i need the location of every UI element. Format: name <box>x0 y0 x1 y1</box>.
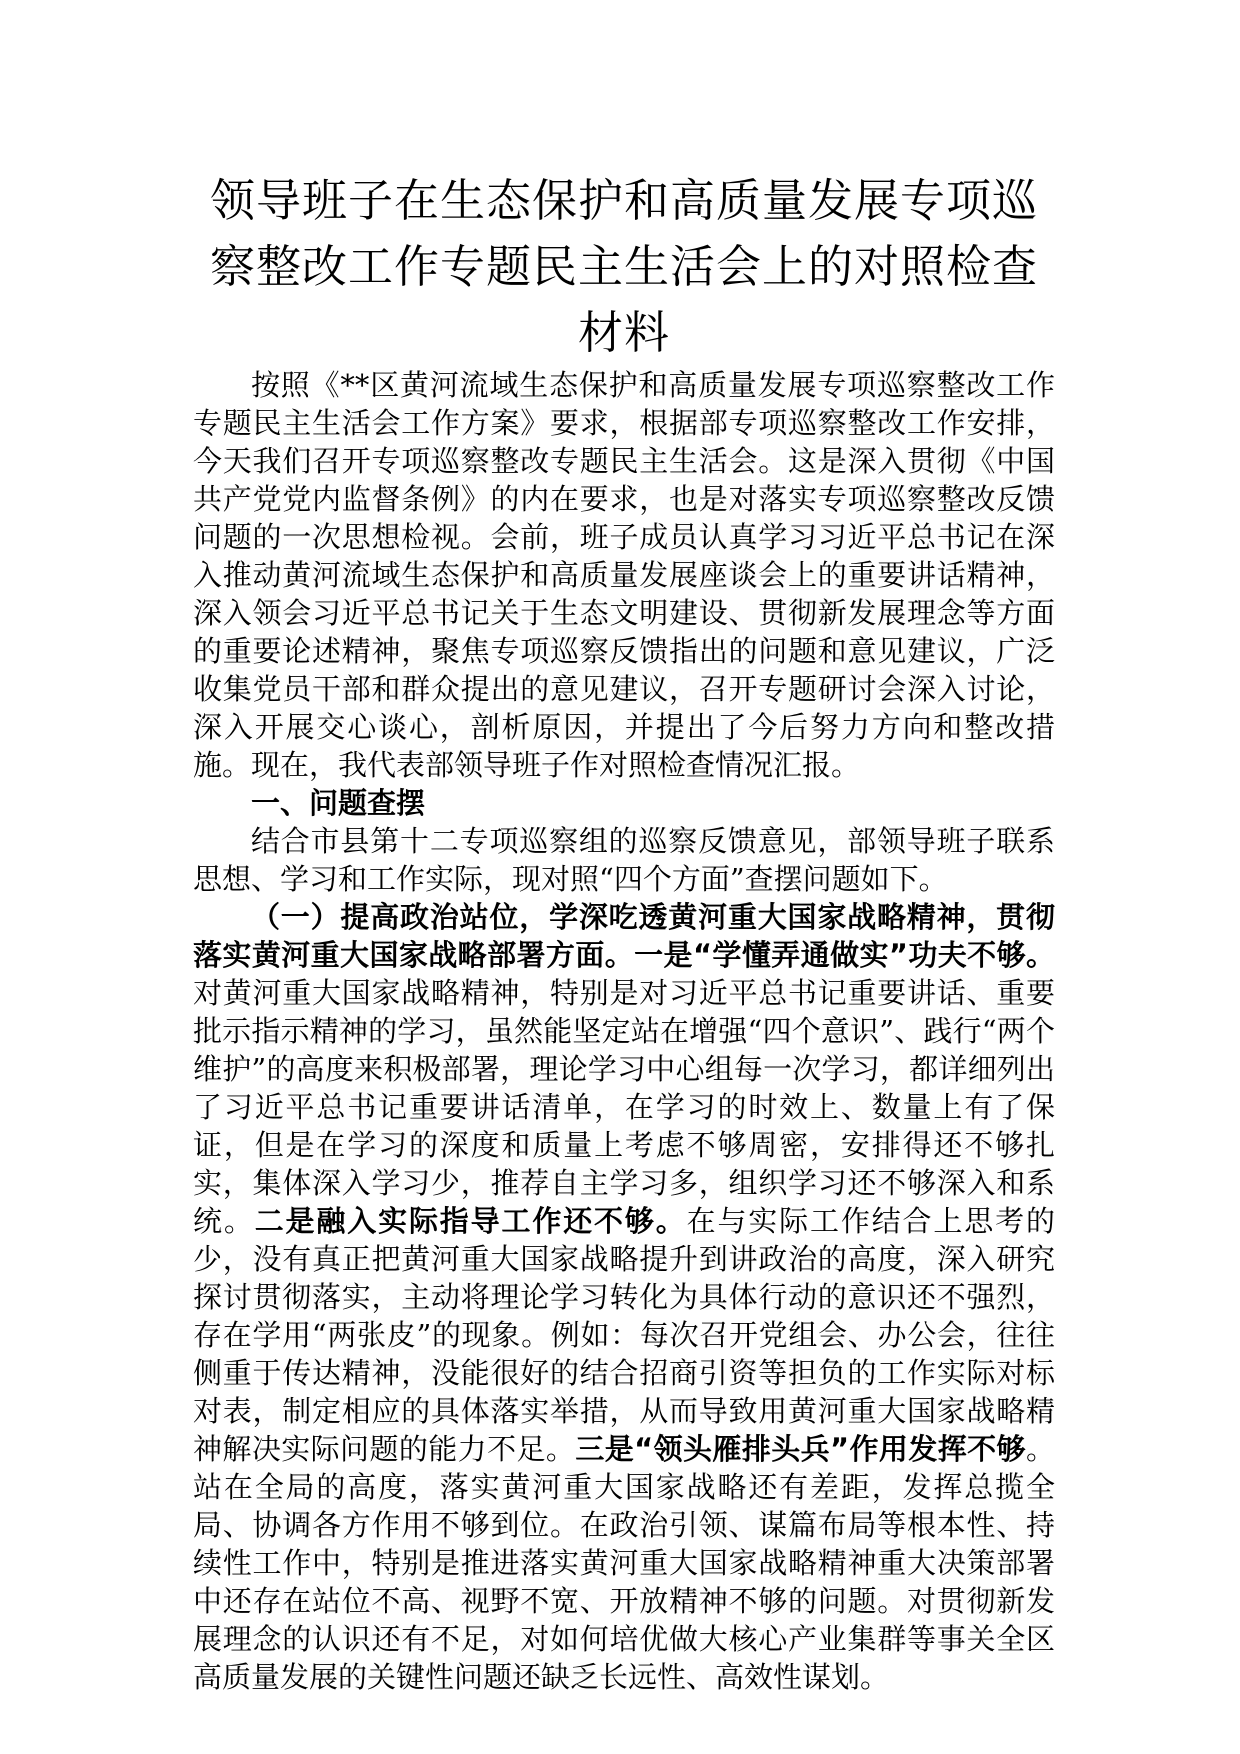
subsection-1-heading: （一）提高政治站位，学深吃透黄河重大国家战略精神，贯彻落实黄河重大国家战略部署方面。 <box>193 900 1055 972</box>
document-page <box>193 168 1055 1696</box>
point-3-text: 。站在全局的高度，落实黄河重大国家战略还有差距，发挥总揽全局、协调各方作用不够到位。在政治引领、谋篇布局等根本性、持续性工作中，特别是推进落实黄河重大国家战略精神重大决策部署中还存在站位不高、视野不宽、开放精神不够的问题。对贯彻新发展理念的认识还有不足，对如何培优做大核心产业集群等事关全区高质量发展的关键性问题还缺乏长远性、高效性谋划。 <box>193 1432 1055 1694</box>
point-2-title: 二是融入实际指导工作还不够。 <box>254 1204 687 1238</box>
section-heading-problems: 一、问题查摆 <box>251 786 426 820</box>
intro-paragraph: 按照《**区黄河流域生态保护和高质量发展专项巡察整改工作专题民主生活会工作方案》要求，根据部专项巡察整改工作安排，今天我们召开专项巡察整改专题民主生活会。这是深入贯彻《中国共产党党内监督条例》的内在要求，也是对落实专项巡察整改反馈问题的一次思想检视。会前，班子成员认真学习习近平总书记在深入推动黄河流域生态保护和高质量发展座谈会上的重要讲话精神，深入领会习近平总书记关于生态文明建设、贯彻新发展理念等方面的重要论述精神，聚焦专项巡察反馈指出的问题和意见建议，广泛收集党员干部和群众提出的意见建议，召开专题研讨会深入讨论，深入开展交心谈心，剖析原因，并提出了今后努力方向和整改措施。现在，我代表部领导班子作对照检查情况汇报。 <box>193 368 1055 782</box>
document-title: 领导班子在生态保护和高质量发展专项巡察整改工作专题民主生活会上的对照检查材料 <box>209 174 1038 359</box>
subsection-1-paragraph <box>193 898 1055 1696</box>
point-2-text: 在与实际工作结合上思考的少，没有真正把黄河重大国家战略提升到讲政治的高度，深入研究探讨贯彻落实，主动将理论学习转化为具体行动的意识还不强烈，存在学用“两张皮”的现象。例如：每次召开党组会、办公会，往往侧重于传达精神，没能很好的结合招商引资等担负的工作实际对标对表，制定相应的具体落实举措，从而导致用黄河重大国家战略精神解决实际问题的能力不足。 <box>193 1204 1055 1466</box>
point-3-title: 三是“领头雁排头兵”作用发挥不够 <box>575 1432 1026 1466</box>
point-1-title: 一是“学懂弄通做实”功夫不够。 <box>634 938 1055 972</box>
section-intro-paragraph: 结合市县第十二专项巡察组的巡察反馈意见，部领导班子联系思想、学习和工作实际，现对照“四个方面”查摆问题如下。 <box>193 824 1055 896</box>
point-1-text: 对黄河重大国家战略精神，特别是对习近平总书记重要讲话、重要批示指示精神的学习，虽然能坚定站在增强“四个意识”、践行“两个维护”的高度来积极部署，理论学习中心组每一次学习，都详细列出了习近平总书记重要讲话清单，在学习的时效上、数量上有了保证，但是在学习的深度和质量上考虑不够周密，安排得还不够扎实，集体深入学习少，推荐自主学习多，组织学习还不够深入和系统。 <box>193 976 1055 1238</box>
